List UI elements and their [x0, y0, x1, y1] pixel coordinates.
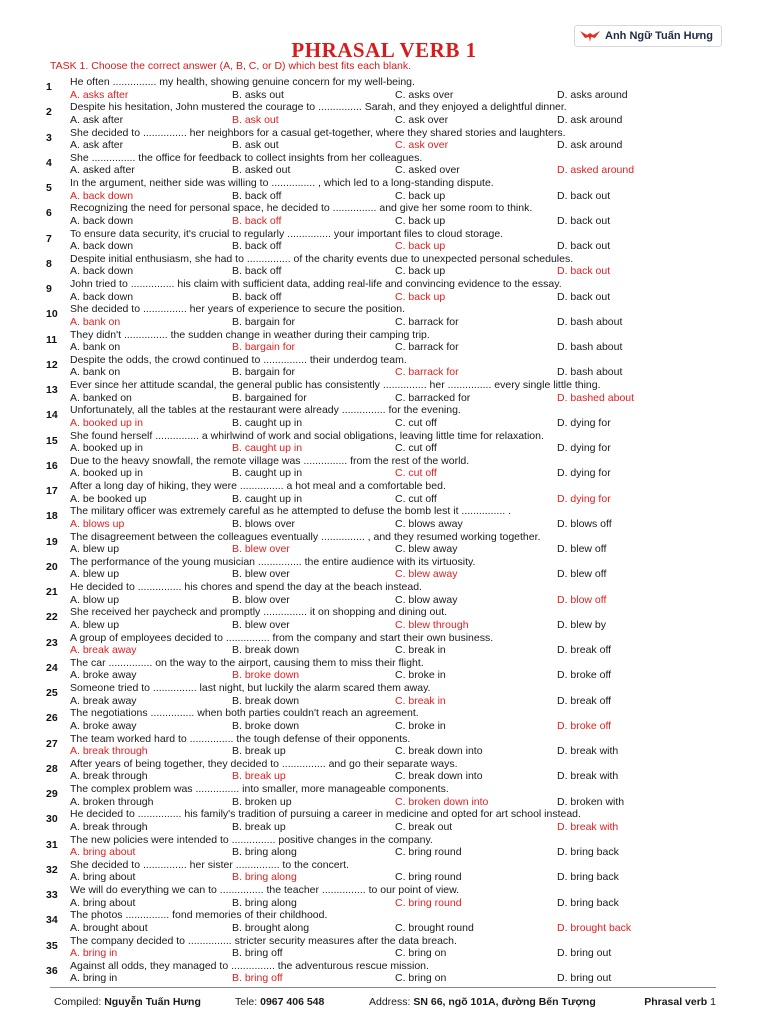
footer-address: [369, 996, 596, 1008]
answer-option[interactable]: A. broke away: [70, 669, 137, 682]
answer-option[interactable]: C. blow away: [395, 593, 458, 606]
answer-option[interactable]: B. break down: [232, 644, 300, 656]
footer-page-number: 1: [710, 996, 716, 1008]
footer-compiled-label: Compiled:: [54, 996, 102, 1008]
answer-option-correct[interactable]: D. bashed about: [557, 391, 635, 404]
page-title: PHRASAL VERB 1: [291, 38, 477, 62]
answer-option[interactable]: A. back down: [70, 214, 134, 227]
answer-option[interactable]: A. back down: [70, 265, 134, 278]
answer-option[interactable]: D. broken with: [557, 795, 625, 808]
question-item: [0, 152, 768, 177]
question-number: 10: [46, 308, 58, 321]
answer-option[interactable]: A. bank on: [70, 341, 121, 353]
answer-option[interactable]: A. bring in: [70, 972, 118, 985]
answer-option[interactable]: C. asks over: [395, 88, 454, 101]
question-number: 19: [46, 535, 58, 548]
answer-option-correct[interactable]: B. back off: [232, 214, 282, 227]
question-text: The military officer was extremely careful as he attempted to defuse the bomb lest it ............... .: [70, 505, 511, 518]
question-number: 22: [46, 611, 58, 624]
answer-option[interactable]: A. asked after: [70, 164, 135, 177]
question-item: [0, 228, 768, 253]
answer-option[interactable]: D. blew by: [557, 618, 607, 631]
question-number: 28: [46, 762, 58, 775]
question-item: [0, 632, 768, 657]
answer-option-correct[interactable]: D. dying for: [557, 492, 611, 505]
answer-option[interactable]: B. broke down: [232, 719, 300, 732]
question-item: [0, 202, 768, 227]
question-number: 16: [46, 459, 58, 472]
question-text: Despite his hesitation, John mustered the courage to ............... Sarah, and they enjoyed a delightful dinner.: [70, 101, 567, 114]
question-number: 6: [46, 207, 52, 220]
answer-option-correct[interactable]: C. back up: [395, 290, 446, 303]
answer-option[interactable]: D. dying for: [557, 416, 611, 429]
question-item: [0, 177, 768, 202]
question-number: 5: [46, 182, 52, 194]
question-text: After years of being together, they decided to ............... and go their separate ways.: [70, 757, 458, 770]
question-item: [0, 834, 768, 859]
question-number: 8: [46, 257, 52, 270]
answer-option[interactable]: D. break off: [557, 694, 612, 707]
answer-option[interactable]: D. bash about: [557, 315, 623, 328]
answer-option[interactable]: A. be booked up: [70, 492, 147, 505]
answer-option[interactable]: C. break down into: [395, 745, 483, 757]
question-text: They didn't ............... the sudden change in weather during their camping trip.: [70, 328, 430, 341]
answer-option[interactable]: C. broke in: [395, 669, 446, 682]
question-number: 17: [46, 485, 58, 497]
question-number: 14: [46, 409, 58, 422]
footer-compiled: [54, 996, 201, 1008]
answer-option[interactable]: B. break down: [232, 694, 300, 707]
answer-option-correct[interactable]: D. blow off: [557, 593, 607, 606]
question-text: Despite the odds, the crowd continued to ............... their underdog team.: [70, 353, 407, 366]
question-number: 13: [46, 384, 58, 396]
answer-option-correct[interactable]: D. brought back: [557, 921, 632, 934]
question-item: [0, 556, 768, 581]
answer-option[interactable]: D. dying for: [557, 467, 611, 480]
task-instruction: TASK 1. Choose the correct answer (A, B, C, or D) which best fits each blank.: [50, 60, 412, 72]
question-text: She decided to ............... her years of experience to secure the position.: [70, 303, 406, 316]
answer-option[interactable]: A. break through: [70, 820, 148, 833]
answer-option[interactable]: C. cut off: [395, 442, 437, 454]
answer-option[interactable]: A. break away: [70, 694, 137, 707]
answer-option[interactable]: C. cut off: [395, 416, 437, 429]
answer-option-correct[interactable]: C. cut off: [395, 467, 437, 480]
answer-option-correct[interactable]: B. break up: [232, 770, 286, 783]
answer-option[interactable]: D. break with: [557, 745, 619, 757]
answer-option[interactable]: A. broken through: [70, 795, 154, 808]
question-text: Due to the heavy snowfall, the remote village was ............... from the rest of the world.: [70, 454, 470, 467]
footer-address-value: SN 66, ngõ 101A, đường Bến Tượng: [413, 996, 596, 1008]
question-item: [0, 758, 768, 783]
answer-option[interactable]: C. cut off: [395, 492, 437, 505]
answer-option[interactable]: B. blew over: [232, 568, 290, 581]
answer-option-correct[interactable]: B. broke down: [232, 669, 300, 682]
answer-option[interactable]: B. back off: [232, 240, 282, 252]
page-footer: [50, 987, 716, 1016]
answer-option-correct[interactable]: A. bring in: [70, 947, 118, 959]
answer-option[interactable]: C. back up: [395, 189, 446, 202]
footer-tele: [235, 996, 324, 1008]
question-text: The team worked hard to ............... the tough defense of their opponents.: [70, 732, 411, 745]
answer-option[interactable]: A. break through: [70, 770, 148, 783]
answer-option[interactable]: D. back out: [557, 189, 611, 202]
question-item: [0, 606, 768, 631]
answer-option-correct[interactable]: C. bring round: [395, 896, 462, 909]
answer-option-correct[interactable]: A. back down: [70, 189, 134, 202]
question-item: [0, 354, 768, 379]
question-text: In the argument, neither side was willing to ............... , which led to a long-standing dispute.: [70, 177, 494, 189]
footer-tele-label: Tele:: [235, 996, 258, 1008]
answer-option[interactable]: C. back up: [395, 265, 446, 278]
question-item: [0, 480, 768, 505]
answer-option[interactable]: B. back off: [232, 290, 282, 303]
answer-option[interactable]: A. blow up: [70, 593, 120, 606]
answer-option[interactable]: B. caught up in: [232, 416, 303, 429]
answer-option[interactable]: D. back out: [557, 240, 611, 252]
answer-option-correct[interactable]: B. bring along: [232, 871, 297, 884]
answer-option-correct[interactable]: B. bargain for: [232, 341, 296, 353]
answer-option[interactable]: C. bring on: [395, 972, 447, 985]
answer-option-correct[interactable]: C. blew away: [395, 568, 458, 581]
answer-option[interactable]: B. blow over: [232, 593, 290, 606]
question-number: 27: [46, 737, 58, 750]
answer-option[interactable]: B. bring along: [232, 896, 297, 909]
answer-option[interactable]: D. bash about: [557, 341, 623, 353]
answer-option-correct[interactable]: D. broke off: [557, 719, 612, 732]
question-item: [0, 581, 768, 606]
answer-option[interactable]: D. bring out: [557, 947, 612, 959]
answer-option[interactable]: B. break up: [232, 820, 286, 833]
question-number: 26: [46, 712, 58, 725]
answer-option-correct[interactable]: B. bring off: [232, 972, 283, 985]
answer-option-correct[interactable]: D. asked around: [557, 164, 635, 177]
answer-option-correct[interactable]: D. back out: [557, 265, 611, 278]
question-number: 12: [46, 358, 58, 371]
question-text: The photos ............... fond memories of their childhood.: [70, 909, 328, 922]
question-number: 25: [46, 687, 58, 699]
answer-option[interactable]: D. break with: [557, 770, 619, 783]
answer-option[interactable]: C. break in: [395, 644, 446, 656]
answer-option[interactable]: B. back off: [232, 189, 282, 202]
answer-option[interactable]: B. bring along: [232, 846, 297, 858]
answer-option[interactable]: B. ask out: [232, 139, 279, 151]
answer-option-correct[interactable]: A. bank on: [70, 315, 121, 328]
answer-option[interactable]: A. broke away: [70, 719, 137, 732]
answer-option[interactable]: A. ask after: [70, 139, 124, 151]
answer-option[interactable]: A. blew up: [70, 568, 120, 581]
question-text: The disagreement between the colleagues eventually ............... , and they resumed working together.: [70, 530, 541, 543]
answer-option-correct[interactable]: A. blows up: [70, 517, 125, 530]
question-text: She received her paycheck and promptly ............... it on shopping and dining out.: [70, 606, 448, 619]
question-text: The company decided to ............... stricter security measures after the data breach.: [70, 934, 457, 947]
question-number: 11: [46, 333, 58, 346]
answer-option[interactable]: D. ask around: [557, 113, 623, 126]
question-number: 1: [46, 81, 52, 93]
question-text: To ensure data security, it's crucial to regularly ............... your important files to cloud storage.: [70, 227, 504, 240]
question-number: 35: [46, 939, 58, 952]
answer-option[interactable]: A. bank on: [70, 366, 121, 379]
question-item: [0, 682, 768, 707]
answer-option[interactable]: B. bargained for: [232, 391, 307, 404]
answer-option[interactable]: B. back off: [232, 265, 282, 278]
question-text: Despite initial enthusiasm, she had to ............... of the charity events due to unexpected personal schedules.: [70, 252, 574, 265]
footer-page: [644, 996, 716, 1008]
answer-option-correct[interactable]: C. ask over: [395, 139, 449, 151]
answer-option-correct[interactable]: B. caught up in: [232, 442, 303, 454]
answer-option[interactable]: B. bring off: [232, 947, 283, 959]
question-text: She decided to ............... her sister ............... to the concert.: [70, 858, 349, 871]
answer-option[interactable]: A. brought about: [70, 921, 148, 934]
question-item: [0, 733, 768, 758]
answer-option-correct[interactable]: A. break away: [70, 644, 137, 656]
answer-option[interactable]: B. bargain for: [232, 315, 296, 328]
question-number: 7: [46, 232, 52, 245]
question-item: [0, 379, 768, 404]
question-number: 23: [46, 636, 58, 649]
answer-option[interactable]: C. barracked for: [395, 391, 471, 404]
question-text: Unfortunately, all the tables at the restaurant were already ............... for the evening.: [70, 404, 461, 417]
question-text: He decided to ............... his chores and spend the day at the beach instead.: [70, 581, 422, 593]
answer-option-correct[interactable]: C. back up: [395, 240, 446, 252]
answer-option[interactable]: A. banked on: [70, 391, 132, 404]
answer-option[interactable]: B. asks out: [232, 88, 284, 101]
answer-option[interactable]: C. barrack for: [395, 341, 459, 353]
question-item: [0, 808, 768, 833]
answer-option[interactable]: A. ask after: [70, 113, 124, 126]
answer-option[interactable]: D. bring out: [557, 972, 612, 985]
question-text: We will do everything we can to ............... the teacher ............... to our point of view.: [70, 884, 460, 896]
question-item: [0, 430, 768, 455]
question-number: 3: [46, 131, 52, 144]
answer-option[interactable]: D. blew off: [557, 568, 607, 581]
answer-option[interactable]: C. break down into: [395, 770, 483, 783]
answer-option-correct[interactable]: B. blew over: [232, 543, 290, 555]
answer-option[interactable]: D. back out: [557, 214, 611, 227]
answer-option[interactable]: B. broken up: [232, 795, 292, 808]
question-number: 21: [46, 586, 58, 598]
answer-option[interactable]: B. blew over: [232, 618, 290, 631]
question-item: [0, 707, 768, 732]
answer-option[interactable]: D. broke off: [557, 669, 612, 682]
question-item: [0, 303, 768, 328]
question-item: [0, 884, 768, 909]
answer-option[interactable]: C. bring round: [395, 871, 462, 884]
brand-name: Anh Ngữ Tuấn Hưng: [605, 30, 713, 42]
question-item: [0, 909, 768, 934]
answer-option[interactable]: C. barrack for: [395, 315, 459, 328]
question-number: 34: [46, 914, 58, 927]
question-text: The negotiations ............... when both parties couldn't reach an agreement.: [70, 707, 419, 720]
answer-option[interactable]: A. blew up: [70, 618, 120, 631]
question-number: 32: [46, 863, 58, 876]
question-item: [0, 329, 768, 354]
answer-option[interactable]: D. asks around: [557, 88, 628, 101]
answer-option[interactable]: A. bring about: [70, 896, 136, 909]
answer-option[interactable]: A. bring about: [70, 871, 136, 884]
question-text: She decided to ............... her neighbors for a casual get-together, where they shared stories and laughters.: [70, 126, 566, 139]
answer-option-correct[interactable]: B. ask out: [232, 113, 279, 126]
question-item: [0, 859, 768, 884]
answer-option-correct[interactable]: C. barrack for: [395, 366, 459, 379]
question-text: She ............... the office for feedback to collect insights from her colleagues.: [70, 151, 423, 164]
question-text: A group of employees decided to ............... from the company and start their own business.: [70, 631, 494, 644]
footer-tele-value: 0967 406 548: [260, 996, 325, 1008]
question-item: [0, 253, 768, 278]
question-text: She found herself ............... a whirlwind of work and social obligations, leaving little time for relaxation.: [70, 429, 544, 442]
question-text: He often ............... my health, showing genuine concern for my well-being.: [70, 76, 415, 88]
answer-option[interactable]: B. break up: [232, 745, 286, 757]
question-text: The performance of the young musician ............... the entire audience with its virtuosity.: [70, 555, 476, 568]
answer-option-correct[interactable]: D. break with: [557, 820, 619, 833]
question-number: 33: [46, 889, 58, 901]
question-text: After a long day of hiking, they were ............... a hot meal and a comfortable bed.: [70, 480, 446, 492]
answer-option[interactable]: D. back out: [557, 290, 611, 303]
answer-option-correct[interactable]: C. broken down into: [395, 795, 489, 808]
question-number: 31: [46, 838, 58, 851]
question-item: [0, 76, 768, 101]
question-text: The new policies were intended to ............... positive changes in the company.: [70, 833, 433, 846]
answer-option[interactable]: B. caught up in: [232, 492, 303, 505]
question-item: [0, 783, 768, 808]
question-number: 18: [46, 510, 58, 523]
question-item: [0, 101, 768, 126]
answer-option[interactable]: D. bring back: [557, 896, 619, 909]
answer-option[interactable]: B. bargain for: [232, 366, 296, 379]
question-item: [0, 278, 768, 303]
answer-option[interactable]: C. bring round: [395, 846, 462, 858]
answer-option[interactable]: B. brought along: [232, 921, 310, 934]
answer-option[interactable]: D. bring back: [557, 871, 619, 884]
answer-option[interactable]: D. blew off: [557, 543, 607, 555]
answer-option[interactable]: A. back down: [70, 290, 134, 303]
answer-option[interactable]: B. blows over: [232, 517, 296, 530]
answer-option[interactable]: C. blows away: [395, 517, 463, 530]
answer-option[interactable]: C. bring on: [395, 947, 447, 959]
answer-option[interactable]: A. booked up in: [70, 467, 143, 480]
footer-address-label: Address:: [369, 996, 411, 1008]
question-text: Ever since her attitude scandal, the general public has consistently ............... her ............... every single little thing.: [70, 379, 601, 391]
question-text: He decided to ............... his family's tradition of pursuing a career in medicine and opted for art school instead.: [70, 808, 581, 821]
question-number: 24: [46, 661, 58, 674]
answer-option-correct[interactable]: A. bring about: [70, 846, 136, 858]
answer-option-correct[interactable]: C. blew through: [395, 618, 469, 631]
answer-option[interactable]: C. back up: [395, 214, 446, 227]
question-item: [0, 531, 768, 556]
answer-option[interactable]: C. break out: [395, 820, 453, 833]
question-text: The complex problem was ............... into smaller, more manageable components.: [70, 783, 449, 795]
question-number: 30: [46, 813, 58, 826]
question-list: [0, 76, 768, 985]
answer-option[interactable]: C. asked over: [395, 164, 460, 177]
question-text: John tried to ............... his claim with sufficient data, adding real-life and convincing evidence to the essay.: [70, 278, 562, 290]
question-text: Someone tried to ............... last night, but luckily the alarm scared them away.: [70, 682, 431, 694]
question-item: [0, 127, 768, 152]
question-number: 15: [46, 434, 58, 447]
answer-option-correct[interactable]: A. break through: [70, 745, 148, 757]
answer-option[interactable]: D. break off: [557, 644, 612, 656]
footer-page-label: Phrasal verb: [644, 996, 708, 1008]
question-text: The car ............... on the way to the airport, causing them to miss their flight.: [70, 656, 424, 669]
question-item: [0, 404, 768, 429]
answer-option[interactable]: A. back down: [70, 240, 134, 252]
question-item: [0, 455, 768, 480]
answer-option-correct[interactable]: C. break in: [395, 694, 446, 707]
answer-option[interactable]: D. blows off: [557, 517, 612, 530]
answer-option[interactable]: D. bring back: [557, 846, 619, 858]
answer-option[interactable]: D. bash about: [557, 366, 623, 379]
answer-option[interactable]: C. ask over: [395, 113, 449, 126]
answer-option[interactable]: D. dying for: [557, 442, 611, 454]
answer-option[interactable]: B. caught up in: [232, 467, 303, 480]
question-number: 20: [46, 560, 58, 573]
question-item: [0, 505, 768, 530]
answer-option[interactable]: A. booked up in: [70, 442, 143, 454]
question-text: Against all odds, they managed to ............... the adventurous rescue mission.: [70, 959, 429, 972]
answer-option[interactable]: D. ask around: [557, 139, 623, 151]
question-item: [0, 960, 768, 985]
question-number: 2: [46, 106, 52, 119]
answer-option-correct[interactable]: A. booked up in: [70, 416, 143, 429]
question-text: Recognizing the need for personal space, he decided to ............... and give her some room to think.: [70, 202, 533, 215]
question-item: [0, 935, 768, 960]
answer-option[interactable]: A. blew up: [70, 543, 120, 555]
question-item: [0, 657, 768, 682]
answer-option[interactable]: C. blew away: [395, 543, 458, 555]
answer-option[interactable]: B. asked out: [232, 164, 291, 177]
answer-option[interactable]: C. brought round: [395, 921, 474, 934]
question-number: 36: [46, 964, 58, 977]
answer-option-correct[interactable]: A. asks after: [70, 88, 129, 101]
answer-option[interactable]: C. broke in: [395, 719, 446, 732]
question-number: 9: [46, 283, 52, 295]
question-number: 4: [46, 156, 52, 169]
question-number: 29: [46, 788, 58, 800]
footer-compiled-value: Nguyễn Tuấn Hưng: [104, 996, 201, 1008]
